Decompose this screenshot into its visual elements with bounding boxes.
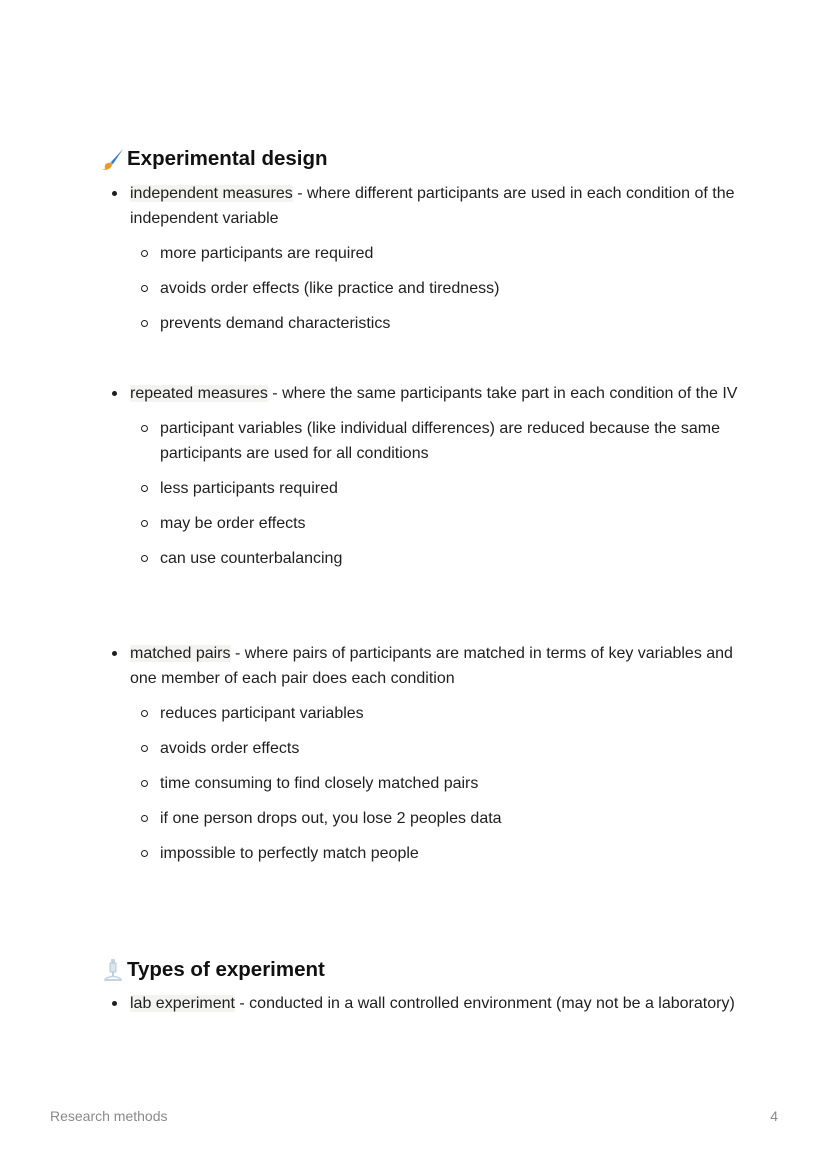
sub-list-item: may be order effects	[101, 511, 741, 536]
footer-document-title: Research methods	[50, 1108, 168, 1124]
sub-list-item: impossible to perfectly match people	[101, 841, 741, 866]
term-description: - where the same participants take part in each condition of the IV	[267, 385, 738, 402]
sub-list-item: avoids order effects	[101, 736, 741, 761]
term-description: - where different participants are used in each condition of the independent variable	[130, 185, 735, 227]
list-item	[101, 641, 741, 876]
sub-list-item: can use counterbalancing	[101, 546, 741, 571]
microscope-icon	[101, 958, 125, 982]
sub-list-item: less participants required	[101, 476, 741, 501]
sub-list-item: if one person drops out, you lose 2 peoples data	[101, 806, 741, 831]
paintbrush-icon	[101, 147, 125, 171]
term-description: - where pairs of participants are matched in terms of key variables and one member of each pair does each condition	[130, 645, 733, 687]
term-description: - conducted in a wall controlled environment (may not be a laboratory)	[234, 995, 735, 1012]
section-title: Experimental design	[127, 147, 328, 170]
list-item	[101, 181, 741, 346]
sub-list-item: time consuming to find closely matched pairs	[101, 771, 741, 796]
sub-list	[101, 416, 741, 571]
term-label: lab experiment	[130, 995, 235, 1012]
sub-list	[101, 241, 741, 336]
sub-list-item: prevents demand characteristics	[101, 311, 741, 336]
list-item	[101, 991, 741, 1016]
sub-list-item: participant variables (like individual differences) are reduced because the same participants are used for all conditions	[101, 416, 741, 466]
term-label: matched pairs	[130, 645, 231, 662]
list-item	[101, 381, 741, 581]
section-heading-experimental-design	[101, 146, 328, 172]
sub-list-item: more participants are required	[101, 241, 741, 266]
section-title: Types of experiment	[127, 958, 325, 981]
sub-list-item: avoids order effects (like practice and tiredness)	[101, 276, 741, 301]
term-label: independent measures	[130, 185, 293, 202]
sub-list	[101, 701, 741, 866]
sub-list-item: reduces participant variables	[101, 701, 741, 726]
footer-page-number: 4	[770, 1108, 778, 1124]
term-label: repeated measures	[130, 385, 268, 402]
section-heading-types-of-experiment	[101, 957, 325, 983]
